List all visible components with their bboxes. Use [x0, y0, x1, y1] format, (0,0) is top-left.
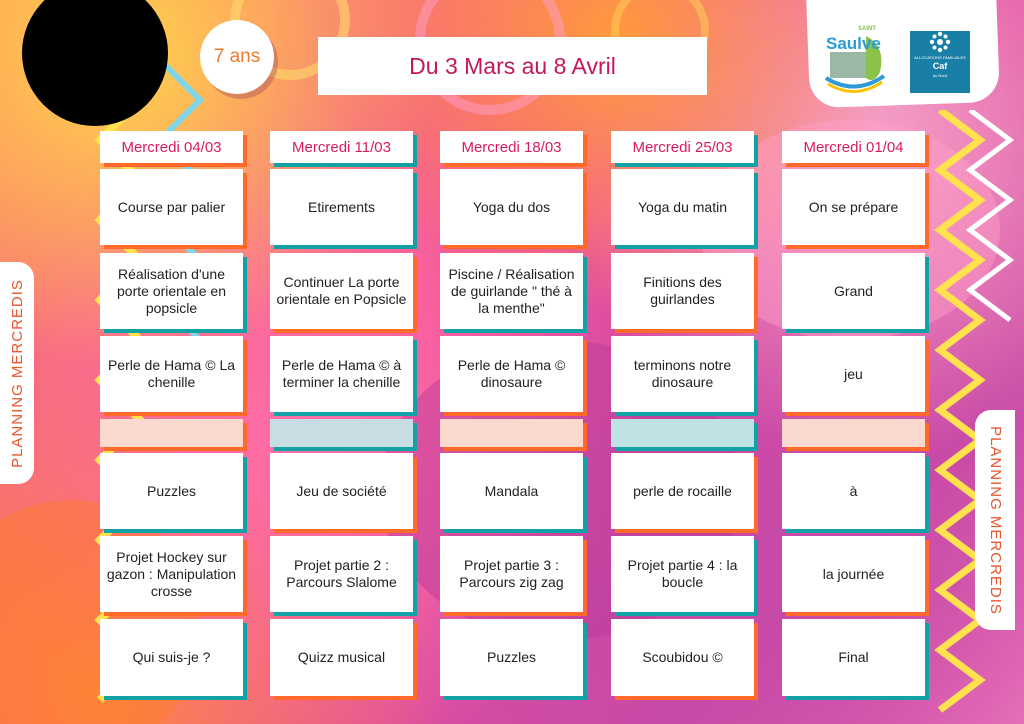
day-header: Mercredi 04/03 — [100, 131, 243, 163]
activity-cell: la journée — [782, 536, 925, 612]
activity-cell: Projet partie 2 : Parcours Slalome — [270, 536, 413, 612]
activity-cell: Scoubidou © — [611, 619, 754, 696]
activity-cell: Projet partie 3 : Parcours zig zag — [440, 536, 583, 612]
activity-cell: Puzzles — [100, 453, 243, 529]
activity-cell: perle de rocaille — [611, 453, 754, 529]
caf-region: du Nord — [932, 73, 948, 78]
break-stripe — [100, 419, 243, 447]
logo-city-name: Saulve — [826, 34, 881, 53]
day-header: Mercredi 25/03 — [611, 131, 754, 163]
caf-logo — [910, 31, 970, 93]
side-label-left — [0, 262, 34, 484]
activity-cell: à — [782, 453, 925, 529]
side-label-right — [975, 410, 1015, 630]
side-label-text: PLANNING MERCREDIS — [8, 278, 26, 468]
age-badge: 7 ans — [200, 20, 274, 94]
side-label-text: PLANNING MERCREDIS — [986, 425, 1004, 615]
activity-cell: Puzzles — [440, 619, 583, 696]
activity-cell: Finitions des guirlandes — [611, 253, 754, 329]
activity-cell: Final — [782, 619, 925, 696]
activity-cell: Mandala — [440, 453, 583, 529]
caf-emblem-icon — [927, 31, 953, 53]
break-stripe — [611, 419, 754, 447]
caf-subtitle: ALLOCATIONS FAMILIALES — [914, 55, 966, 60]
activity-cell: Quizz musical — [270, 619, 413, 696]
activity-cell: Grand — [782, 253, 925, 329]
activity-cell: Jeu de société — [270, 453, 413, 529]
day-header: Mercredi 11/03 — [270, 131, 413, 163]
activity-cell: Réalisation d'une porte orientale en popsicle — [100, 253, 243, 329]
activity-cell: Yoga du matin — [611, 169, 754, 245]
activity-cell: Projet partie 4 : la boucle — [611, 536, 754, 612]
break-stripe — [440, 419, 583, 447]
activity-cell: Etirements — [270, 169, 413, 245]
logo-city-prefix: SAINT — [858, 26, 876, 32]
activity-cell: Course par palier — [100, 169, 243, 245]
activity-cell: Projet Hockey sur gazon : Manipulation crosse — [100, 536, 243, 612]
activity-cell: On se prépare — [782, 169, 925, 245]
activity-cell: Perle de Hama © à terminer la chenille — [270, 336, 413, 412]
day-header: Mercredi 01/04 — [782, 131, 925, 163]
day-header: Mercredi 18/03 — [440, 131, 583, 163]
page-title: Du 3 Mars au 8 Avril — [318, 37, 707, 95]
break-stripe — [270, 419, 413, 447]
activity-cell: terminons notre dinosaure — [611, 336, 754, 412]
activity-cell: jeu — [782, 336, 925, 412]
activity-cell: Perle de Hama © dinosaure — [440, 336, 583, 412]
activity-cell: Yoga du dos — [440, 169, 583, 245]
activity-cell: Qui suis-je ? — [100, 619, 243, 696]
break-stripe — [782, 419, 925, 447]
activity-cell: Piscine / Réalisation de guirlande " thé à la menthe" — [440, 253, 583, 329]
activity-cell: Continuer La porte orientale en Popsicle — [270, 253, 413, 329]
caf-name: Caf — [932, 61, 948, 71]
activity-cell: Perle de Hama © La chenille — [100, 336, 243, 412]
